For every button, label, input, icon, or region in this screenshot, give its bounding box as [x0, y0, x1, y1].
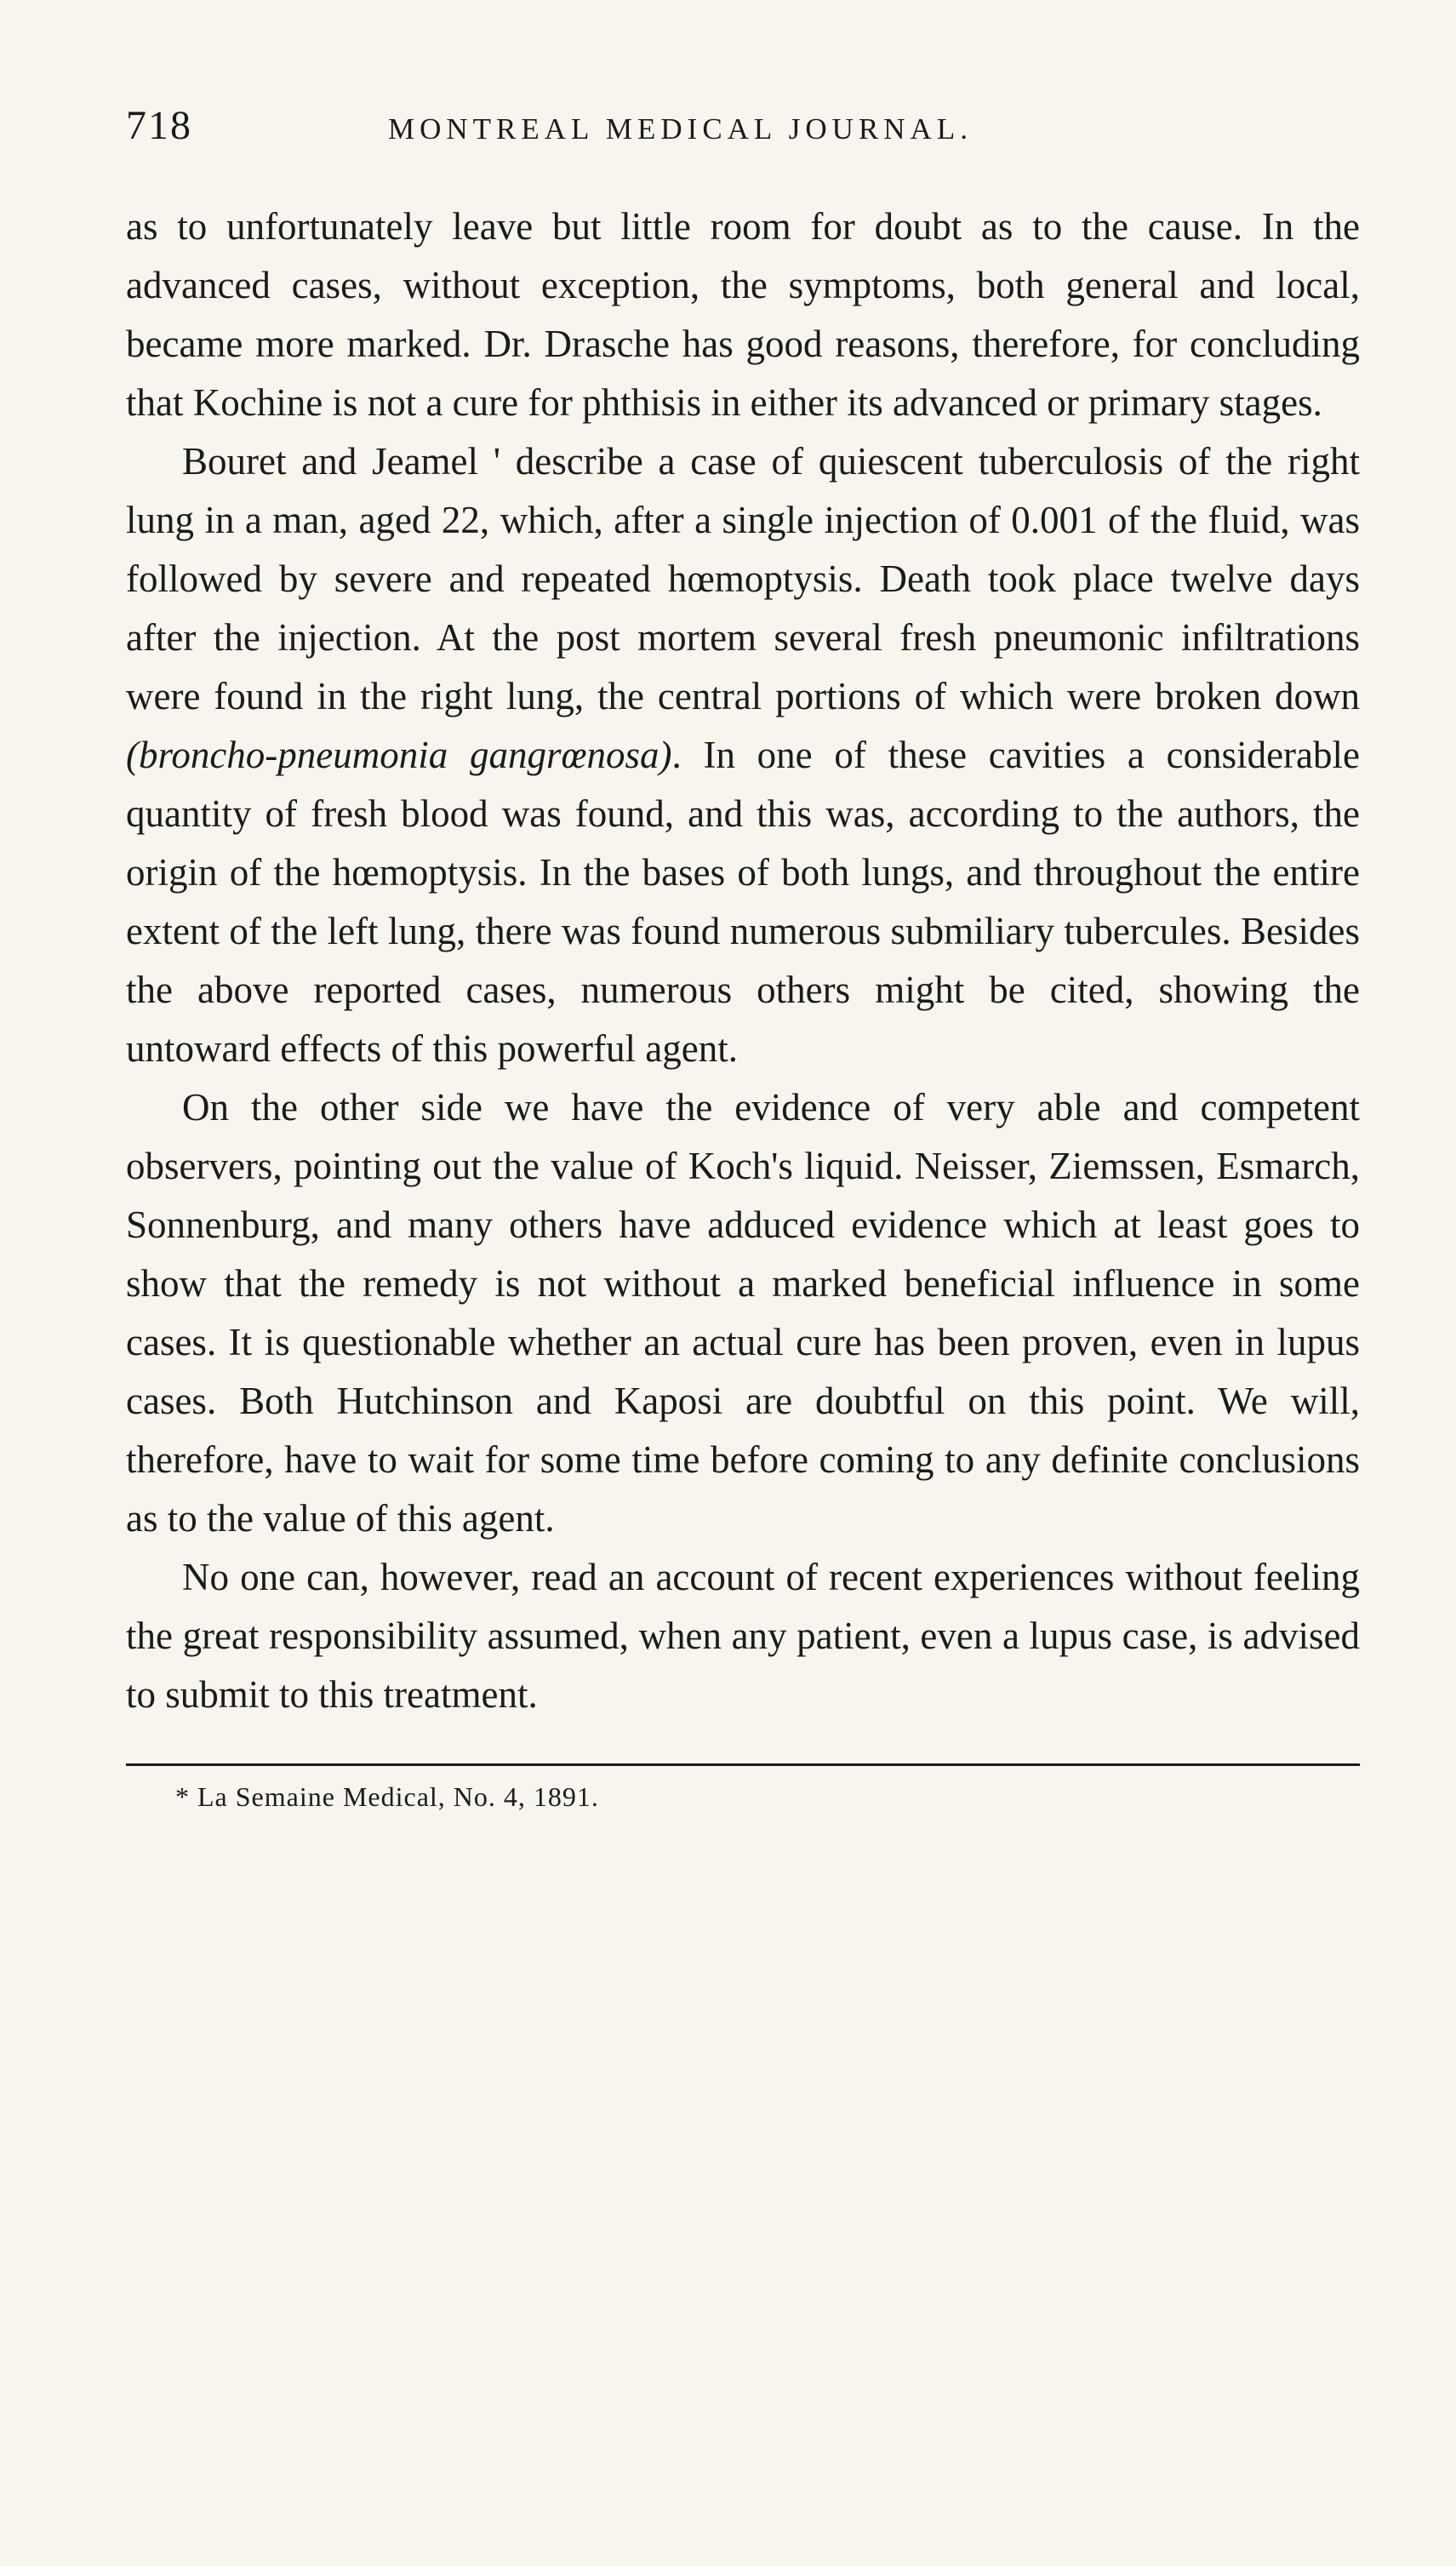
body-text	[126, 197, 1360, 1724]
footnote: * La Semaine Medical, No. 4, 1891.	[175, 1781, 599, 1812]
page	[126, 102, 1360, 1815]
paragraph	[126, 197, 1360, 432]
paragraph	[126, 1548, 1360, 1724]
paragraph-text: Bouret and Jeamel ' describe a case of quiescent tuberculosis of the right lung in a man, aged 22, which, after a single injection of 0.001 of the fluid, was followed by severe and repeated hœmoptysis. Death took place twelve days after the injection. At the post mortem several fresh pneumonic infiltrations were found in the right lung, the central portions of which were broken down	[126, 440, 1360, 717]
paragraph-text: . In one of these cavities a considerable quantity of fresh blood was found, and this was, according to the authors, the origin of the hœmoptysis. In the bases of both lungs, and throughout the entire extent of the left lung, there was found numerous submiliary tubercules. Besides the above reported cases, numerous others might be cited, showing the untoward effects of this powerful agent.	[126, 734, 1360, 1070]
paragraph-text: No one can, however, read an account of recent experiences without feeling the great responsibility assumed, when any patient, even a lupus case, is advised to submit to this treatment.	[126, 1556, 1360, 1716]
page-header	[126, 102, 1360, 170]
page-number: 718	[126, 103, 192, 148]
paragraph	[126, 1078, 1360, 1548]
italic-term: (broncho-pneumonia gangrœnosa)	[126, 734, 672, 776]
paragraph	[126, 432, 1360, 1078]
paragraph-text: as to unfortunately leave but little room for doubt as to the cause. In the advanced cases, without exception, the symptoms, both general and local, became more marked. Dr. Drasche has good reasons, therefore, for concluding that Kochine is not a cure for phthisis in either its advanced or primary stages.	[126, 205, 1360, 424]
paragraph-text: On the other side we have the evidence of very able and competent observers, pointing out the value of Koch's liquid. Neisser, Ziemssen, Esmarch, Sonnenburg, and many others have adduced evidence which at least goes to show that the remedy is not without a marked beneficial influence in some cases. It is questionable whether an actual cure has been proven, even in lupus cases. Both Hutchinson and Kaposi are doubtful on this point. We will, therefore, have to wait for some time before coming to any definite conclusions as to the value of this agent.	[126, 1086, 1360, 1540]
footnote-divider	[126, 1763, 1360, 1766]
running-title: MONTREAL MEDICAL JOURNAL.	[388, 112, 973, 146]
